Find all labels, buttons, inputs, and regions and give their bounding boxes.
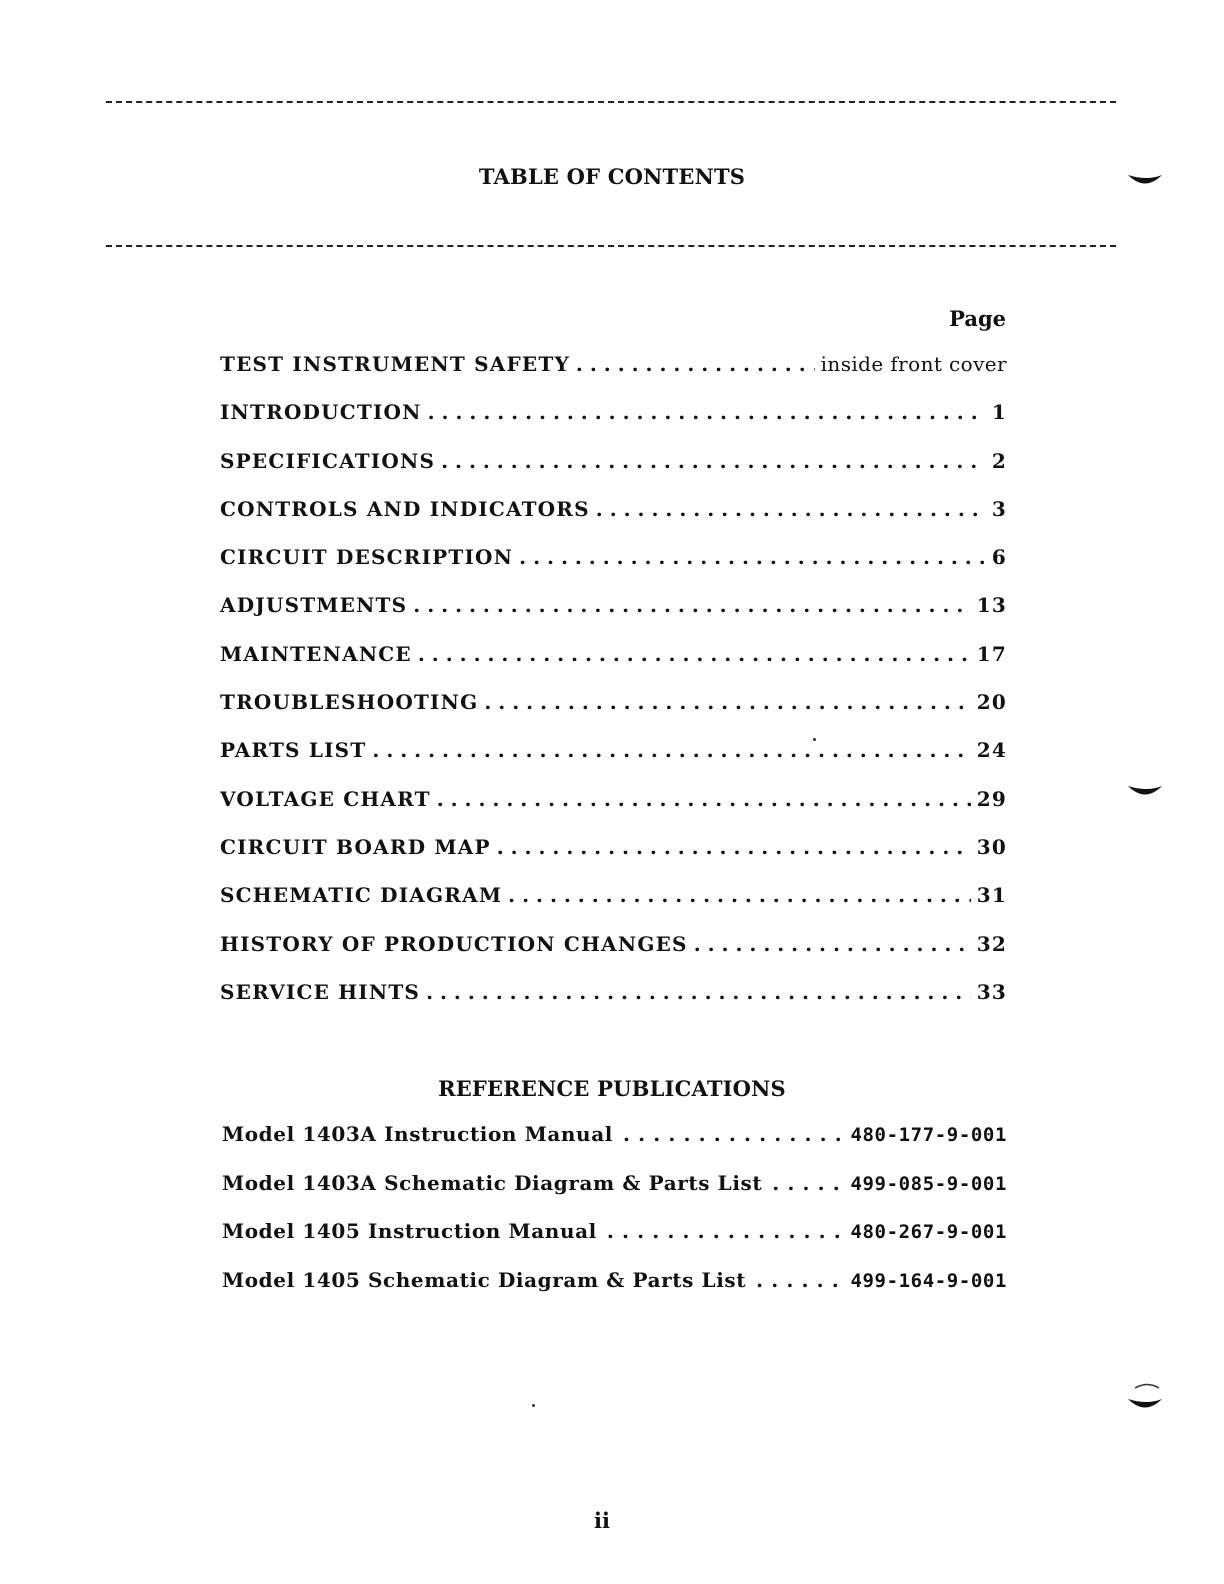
toc-entry-title: CIRCUIT DESCRIPTION: [220, 545, 514, 570]
toc-entry-controls: [220, 497, 1007, 545]
reference-number: 480-177-9-001: [850, 1124, 1007, 1146]
top-dashed-rule: [106, 101, 1116, 103]
leader-dots: [428, 400, 986, 424]
reference-number: 499-164-9-001: [850, 1269, 1007, 1292]
toc-entry-page: 31: [976, 883, 1007, 908]
toc-entry-introduction: [220, 400, 1007, 448]
toc-entry-title: CIRCUIT BOARD MAP: [220, 834, 491, 859]
toc-entry-page: 2: [991, 448, 1007, 473]
reference-list: [222, 1122, 1007, 1316]
toc-entry-title: ADJUSTMENTS: [220, 593, 408, 618]
leader-dots: [413, 593, 970, 617]
toc-entry-title: PARTS LIST: [220, 738, 367, 763]
leader-dots: [437, 787, 971, 811]
leader-dots: [772, 1171, 840, 1195]
leader-dots: [426, 980, 971, 1004]
reference-entry: [222, 1219, 1007, 1268]
leader-dots: [508, 883, 971, 907]
toc-entry-title: SPECIFICATIONS: [220, 448, 436, 473]
toc-entry-title: SERVICE HINTS: [220, 979, 421, 1004]
leader-dots: [441, 449, 986, 473]
leader-dots: [607, 1219, 841, 1243]
binder-hole-arc: [1134, 1374, 1160, 1380]
toc-entry-page: 13: [976, 593, 1007, 618]
reference-entry: [222, 1171, 1007, 1220]
toc-entry-service-hints: [220, 980, 1007, 1028]
toc-entry-page: 32: [976, 931, 1007, 956]
toc-list: [220, 352, 1007, 1028]
leader-dots: [497, 835, 971, 859]
leader-dots: [576, 352, 815, 376]
reference-entry: [222, 1122, 1007, 1171]
toc-entry-adjustments: [220, 593, 1007, 641]
toc-entry-circuit-board-map: [220, 835, 1007, 883]
leader-dots: [694, 932, 971, 956]
reference-number: 499-085-9-001: [850, 1172, 1007, 1195]
toc-entry-safety: [220, 352, 1007, 400]
toc-entry-maintenance: [220, 642, 1007, 690]
reference-number: 480-267-9-001: [850, 1221, 1007, 1243]
toc-entry-page: inside front cover: [820, 352, 1007, 376]
binder-hole-mark: [1127, 783, 1163, 799]
page-column-label: Page: [949, 306, 1006, 331]
leader-dots: [756, 1268, 840, 1292]
reference-title: Model 1403A Schematic Diagram & Parts List: [222, 1170, 763, 1195]
toc-entry-parts-list: [220, 738, 1007, 786]
reference-title: Model 1405 Instruction Manual: [222, 1219, 597, 1243]
toc-entry-circuit-description: [220, 545, 1007, 593]
reference-title: Model 1403A Instruction Manual: [222, 1122, 613, 1146]
page-number: ii: [594, 1508, 610, 1533]
reference-publications-heading: REFERENCE PUBLICATIONS: [438, 1076, 786, 1101]
toc-entry-title: TROUBLESHOOTING: [220, 690, 479, 715]
leader-dots: [519, 545, 986, 569]
toc-entry-schematic-diagram: [220, 883, 1007, 931]
leader-dots: [623, 1122, 841, 1146]
toc-entry-page: 24: [976, 738, 1007, 763]
toc-entry-page: 20: [976, 690, 1007, 715]
reference-title: Model 1405 Schematic Diagram & Parts List: [222, 1267, 747, 1292]
toc-entry-page: 29: [976, 786, 1007, 811]
binder-hole-mark: [1127, 172, 1163, 188]
leader-dots: [596, 497, 986, 521]
leader-dots: [372, 738, 970, 762]
toc-entry-page: 3: [991, 496, 1007, 521]
toc-entry-production-changes: [220, 932, 1007, 980]
toc-entry-title: SCHEMATIC DIAGRAM: [220, 883, 503, 908]
toc-entry-title: MAINTENANCE: [220, 641, 412, 666]
reference-entry: [222, 1268, 1007, 1317]
toc-entry-troubleshooting: [220, 690, 1007, 738]
toc-entry-title: CONTROLS AND INDICATORS: [220, 496, 590, 521]
toc-entry-title: HISTORY OF PRODUCTION CHANGES: [220, 931, 688, 956]
toc-entry-page: 1: [991, 400, 1007, 425]
toc-entry-title: TEST INSTRUMENT SAFETY: [220, 352, 570, 376]
toc-entry-specifications: [220, 449, 1007, 497]
toc-entry-voltage-chart: [220, 787, 1007, 835]
toc-entry-title: VOLTAGE CHART: [220, 786, 431, 811]
toc-entry-page: 30: [976, 834, 1007, 859]
toc-entry-page: 33: [976, 979, 1007, 1004]
scan-speck: [532, 1404, 535, 1407]
page-title: TABLE OF CONTENTS: [478, 164, 746, 189]
bottom-dashed-rule: [106, 245, 1116, 247]
leader-dots: [484, 690, 970, 714]
toc-entry-page: 17: [976, 641, 1007, 666]
toc-entry-page: 6: [991, 545, 1007, 570]
leader-dots: [418, 642, 971, 666]
binder-hole-mark: [1127, 1396, 1163, 1412]
scan-speck: [813, 738, 816, 741]
toc-entry-title: INTRODUCTION: [220, 400, 422, 425]
